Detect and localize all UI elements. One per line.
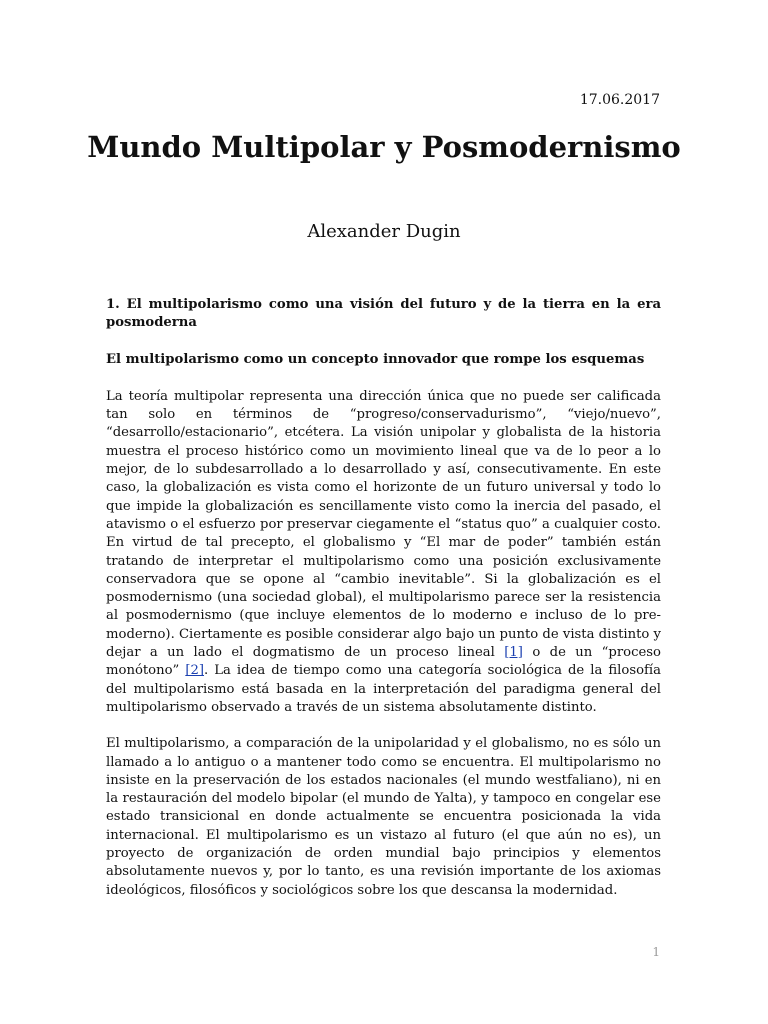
- document-author: Alexander Dugin: [307, 221, 461, 242]
- paragraph-1: [106, 388, 661, 717]
- sub-heading: El multipolarismo como un concepto innovador que rompe los esquemas: [106, 351, 645, 367]
- paragraph-1-text-b: o de un “proceso monótono”: [106, 645, 661, 679]
- section-heading: 1. El multipolarismo como una visión del futuro y de la tierra en la era posmoderna: [106, 297, 661, 331]
- document-body: [106, 296, 661, 918]
- document-date: 17.06.2017: [579, 92, 660, 108]
- page-number: 1: [652, 945, 660, 959]
- paragraph-2: El multipolarismo, a comparación de la unipolaridad y el globalismo, no es sólo un llamado a lo antiguo o a mantener todo como se encuentra. El multipolarismo no insiste en la preservación de los estados nacionales (el mundo westfaliano), ni en la restauración del modelo bipolar (el mundo de Yalta), y tampoco en congelar ese estado transicional en donde actualmente se encuentra posicionada la vida internacional. El multipolarismo es un vistazo al futuro (el que aún no es), un proyecto de organización de orden mundial bajo principios y elementos absolutamente nuevos y, por lo tanto, es una revisión importante de los axiomas ideológicos, filosóficos y sociológicos sobre los que descansa la modernidad.: [106, 736, 661, 898]
- footnote-link-1[interactable]: [1]: [504, 645, 523, 661]
- document-title: Mundo Multipolar y Posmodernismo: [87, 130, 681, 164]
- footnote-link-2[interactable]: [2]: [185, 663, 205, 679]
- paragraph-1-text-c: . La idea de tiempo como una categoría sociológica de la filosofía del multipolarismo está basada en la interpretación del paradigma general del multipolarismo observado a través de un sistema absolutamente distinto.: [106, 663, 661, 715]
- paragraph-1-text-a: La teoría multipolar representa una dirección única que no puede ser calificada tan solo en términos de “progreso/conservadurismo”, “viejo/nuevo”, “desarrollo/estacionario”, etcétera. La visión unipolar y globalista de la historia muestra el proceso histórico como un movimiento lineal que va de lo peor a lo mejor, de lo subdesarrollado a lo desarrollado y así, consecutivamente. En este caso, la globalización es vista como el horizonte de un futuro universal y todo lo que impide la globalización es sencillamente visto como la inercia del pasado, el atavismo o el esfuerzo por preservar ciegamente el “status quo” a cualquier costo. En virtud de tal precepto, el globalismo y “El mar de poder” también están tratando de interpretar el multipolarismo como una posición exclusivamente conservadora que se opone al “cambio inevitable”. Si la globalización es el posmodernismo (una sociedad global), el multipolarismo parece ser la resistencia al posmodernismo (que incluye elementos de lo moderno e incluso de lo pre-moderno). Ciertamente es posible considerar algo bajo un punto de vista distinto y dejar a un lado el dogmatismo de un proceso lineal: [106, 388, 661, 661]
